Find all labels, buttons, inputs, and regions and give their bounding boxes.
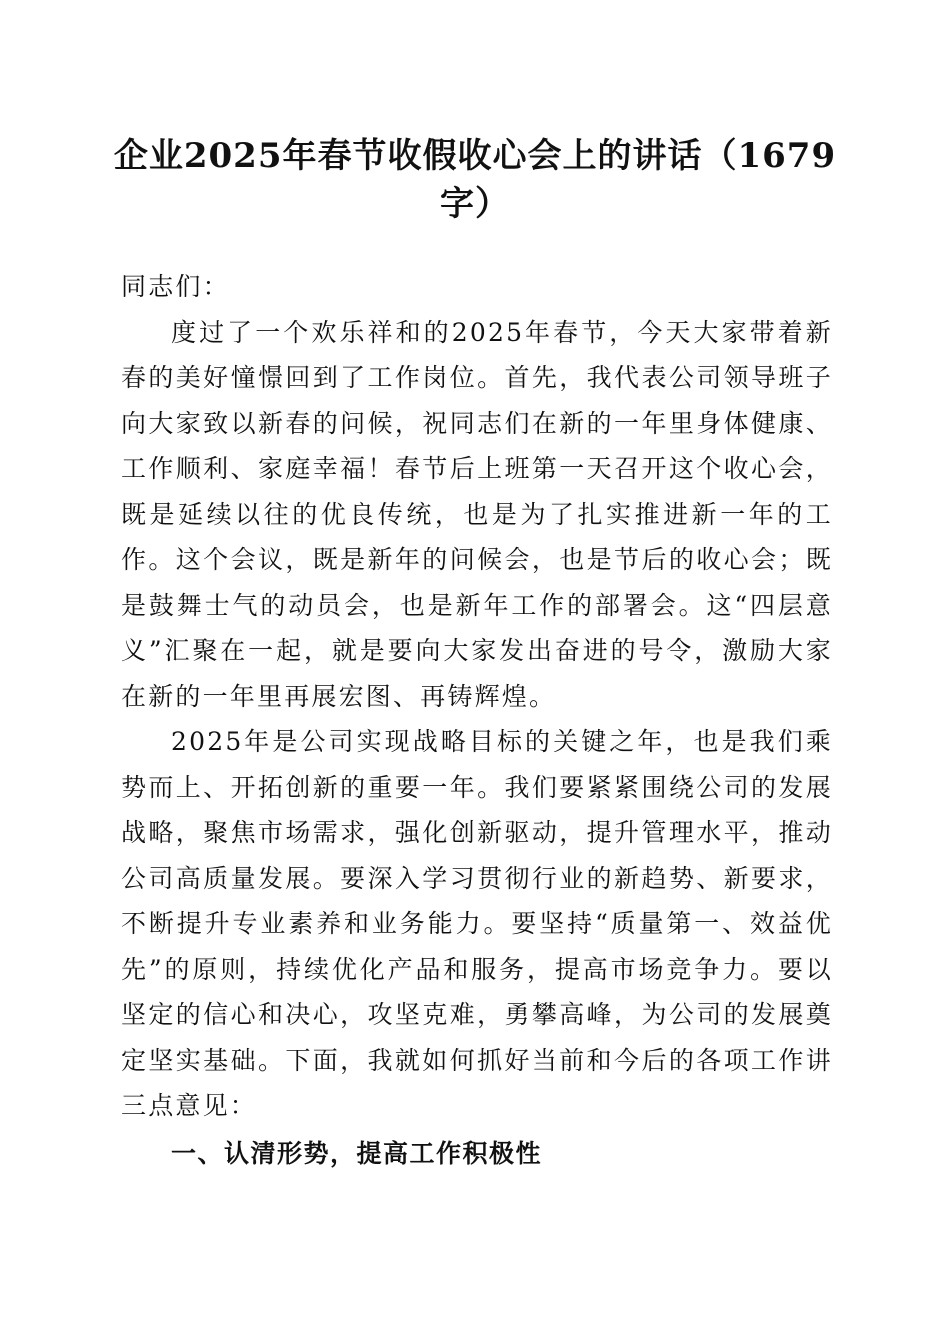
document-title: 企业2025年春节收假收心会上的讲话（1679字）: [113, 136, 837, 224]
section-heading-1: 一、认清形势，提高工作积极性: [171, 1138, 543, 1168]
salutation: 同志们：: [121, 272, 230, 301]
paragraph-1: 度过了一个欢乐祥和的2025年春节，今天大家带着新春的美好憧憬回到了工作岗位。首先，我代表公司领导班子向大家致以新春的问候，祝同志们在新的一年里身体健康、工作顺利、家庭幸福！春节后上班第一天召开这个收心会，既是延续以往的优良传统，也是为了扎实推进新一年的工作。这个会议，既是新年的问候会，也是节后的收心会；既是鼓舞士气的动员会，也是新年工作的部署会。这“四层意义”汇聚在一起，就是要向大家发出奋进的号令，激励大家在新的一年里再展宏图、再铸辉煌。: [121, 317, 833, 711]
paragraph-2: 2025年是公司实现战略目标的关键之年，也是我们乘势而上、开拓创新的重要一年。我们要紧紧围绕公司的发展战略，聚焦市场需求，强化创新驱动，提升管理水平，推动公司高质量发展。要深入学习贯彻行业的新趋势、新要求，不断提升专业素养和业务能力。要坚持“质量第一、效益优先”的原则，持续优化产品和服务，提高市场竞争力。要以坚定的信心和决心，攻坚克难，勇攀高峰，为公司的发展奠定坚实基础。下面，我就如何抓好当前和今后的各项工作讲三点意见：: [121, 727, 833, 1120]
document-body: [121, 264, 833, 1176]
